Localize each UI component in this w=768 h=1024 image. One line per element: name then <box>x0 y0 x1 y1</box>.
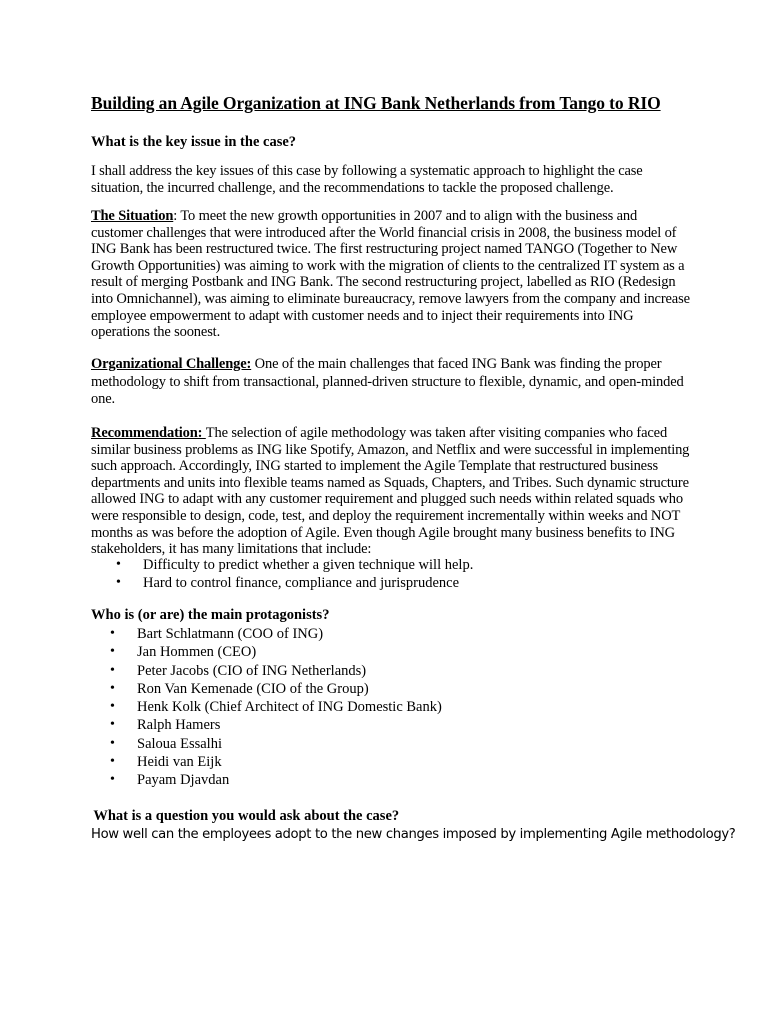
recommendation-label: Recommendation: <box>91 425 206 441</box>
recommendation-text: The selection of agile methodology was taken after visiting companies who faced similar business problems as ING like Spotify, Amazon, and Netflix and were successful in implementing such approach. Accordingly, ING started to implement the Agile Template that restructured business departments and units into flexible teams named as Squads, Chapters, and Tribes. Such dynamic structure allowed ING to adapt with any customer requirement and plugged such needs within related squads who were responsible to design, code, test, and deploy the requirement incrementally within weeks and NOT months as was before the adoption of Agile. Even though Agile brought many business benefits to ING stakeholders, it has many limitations that include: <box>91 425 690 558</box>
list-item: • Ralph Hamers <box>110 716 442 734</box>
answer-text: How well can the employees adopt to the new changes imposed by implementing Agile methodology? <box>91 827 736 842</box>
list-item: • Hard to control finance, compliance and jurisprudence <box>116 574 473 592</box>
list-item: • Ron Van Kemenade (CIO of the Group) <box>110 680 442 698</box>
list-item: • Heidi van Eijk <box>110 753 442 771</box>
challenge-label: Organizational Challenge: <box>91 356 252 372</box>
challenge-text: One of the main challenges that faced ING Bank was finding the proper methodology to shift from transactional, planned-driven structure to flexible, dynamic, and open-minded one. <box>91 356 684 407</box>
protagonists-list <box>110 625 442 790</box>
situation-text: : To meet the new growth opportunities in 2007 and to align with the business and customer challenges that were introduced after the World financial crisis in 2008, the business model of ING Bank has been restructured twice. The first restructuring project named TANGO (Together to New Growth Opportunities) was aiming to work with the migration of clients to the centralized IT system as a result of merging Postbank and ING Bank. The second restructuring project, labelled as RIO (Redesign into Omnichannel), was aiming to eliminate bureaucracy, remove lawyers from the company and increase employee empowerment to adapt with customer needs and to inject their requirements into ING operations the soonest. <box>91 208 690 341</box>
document-title: Building an Agile Organization at ING Bank Netherlands from Tango to RIO <box>91 93 661 113</box>
list-item: • Payam Djavdan <box>110 771 442 789</box>
list-item: • Henk Kolk (Chief Architect of ING Domestic Bank) <box>110 698 442 716</box>
situation-label: The Situation <box>91 208 174 224</box>
list-item: • Difficulty to predict whether a given technique will help. <box>116 556 473 574</box>
list-item: • Saloua Essalhi <box>110 735 442 753</box>
question-key-issue: What is the key issue in the case? <box>91 134 297 150</box>
list-item: • Peter Jacobs (CIO of ING Netherlands) <box>110 662 442 680</box>
list-item: • Jan Hommen (CEO) <box>110 643 442 661</box>
situation-paragraph <box>91 208 691 341</box>
list-item: • Bart Schlatmann (COO of ING) <box>110 625 442 643</box>
challenge-paragraph <box>91 356 691 409</box>
limitations-list <box>116 556 473 593</box>
recommendation-paragraph <box>91 425 691 558</box>
question-protagonists: Who is (or are) the main protagonists? <box>91 607 330 623</box>
intro-paragraph: I shall address the key issues of this case by following a systematic approach to highlight the case situation, the incurred challenge, and the recommendations to tackle the proposed challenge. <box>91 163 643 196</box>
question-ask-about-case: What is a question you would ask about the case? <box>90 808 400 824</box>
